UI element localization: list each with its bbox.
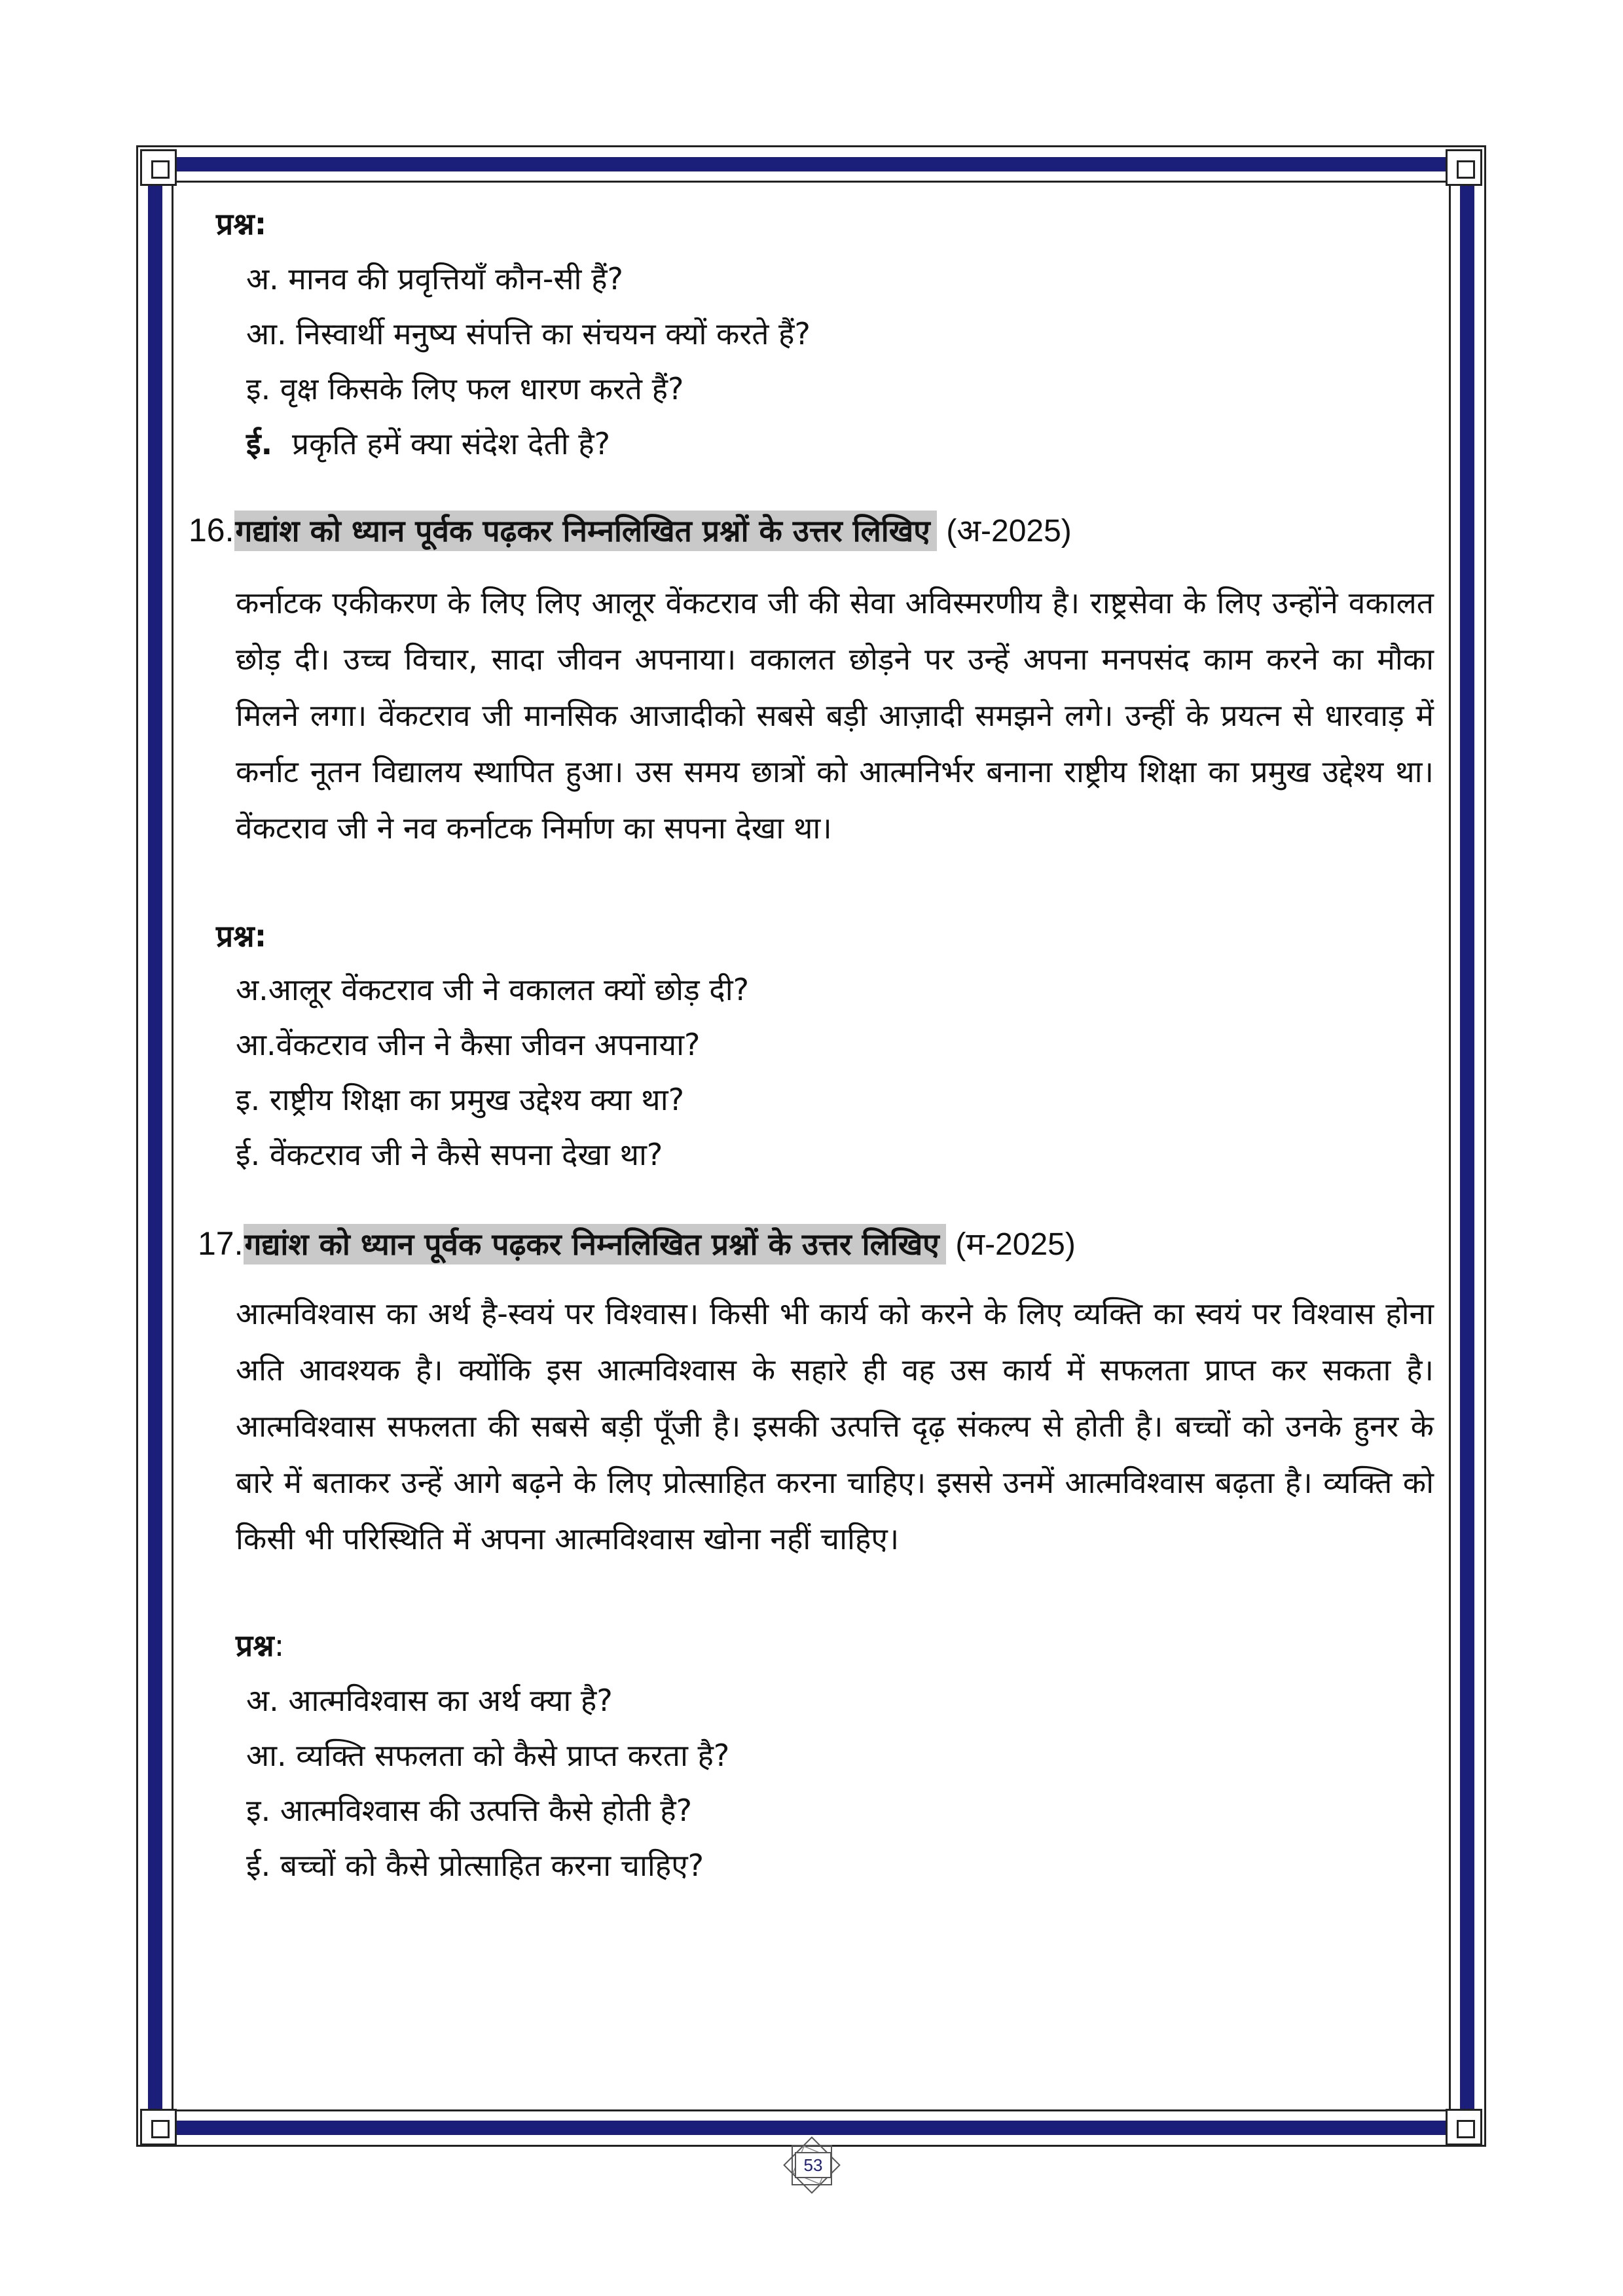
question-item: इ. वृक्ष किसके लिए फल धारण करते हैं? [246,371,684,406]
page-number: 53 [795,2152,831,2178]
question-item: इ. राष्ट्रीय शिक्षा का प्रमुख उद्देश्य क्या था? [236,1082,685,1117]
corner-ornament [1446,149,1482,186]
question-item: अ. आत्मविश्वास का अर्थ क्या है? [246,1683,613,1718]
exam-tag: (अ-2025) [946,514,1072,548]
question-item: अ.आलूर वेंकटराव जी ने वकालत क्यों छोड़ दी? [236,972,750,1007]
question-17-heading [198,1224,1076,1265]
question-16-heading [189,511,1072,551]
question-item-marker: ई. [246,426,273,461]
question-item: इ. आत्मविश्वास की उत्पत्ति कैसे होती है? [246,1793,693,1828]
heading-highlight: गद्यांश को ध्यान पूर्वक पढ़कर निम्नलिखित प्रश्नों के उत्तर लिखिए [234,511,937,551]
corner-ornament [140,149,177,186]
questions-label: प्रश्न: [216,206,267,242]
passage-16: कर्नाटक एकीकरण के लिए लिए आलूर वेंकटराव जी की सेवा अविस्मरणीय है। राष्ट्रसेवा के लिए उन्होंने वकालत छोड़ दी। उच्च विचार, सादा जीवन अपनाया। वकालत छोड़ने पर उन्हें अपना मनपसंद काम करने का मौका मिलने लगा। वेंकटराव जी मानसिक आजादीको सबसे बड़ी आज़ादी समझने लगे। उन्हीं के प्रयत्न से धारवाड़ में कर्नाट नूतन विद्यालय स्थापित हुआ। उस समय छात्रों को आत्मनिर्भर बनाना राष्ट्रीय शिक्षा का प्रमुख उद्देश्य था। वेंकटराव जी ने नव कर्नाटक निर्माण का सपना देखा था। [236,585,1434,846]
question-item: आ. निस्वार्थी मनुष्य संपत्ति का संचयन क्यों करते हैं? [246,316,811,351]
question-number: 17. [198,1225,244,1262]
questions-label: प्रश्न: [216,918,267,954]
exam-tag: (म-2025) [955,1227,1076,1262]
questions-label [236,1626,284,1665]
question-item: आ. व्यक्ति सफलता को कैसे प्राप्त करता है? [246,1738,730,1773]
question-item: अ. मानव की प्रवृत्तियाँ कौन-सी हैं? [246,261,623,296]
question-item: ई. बच्चों को कैसे प्रोत्साहित करना चाहिए? [246,1848,704,1883]
questions-label-colon: : [274,1628,285,1663]
heading-highlight: गद्यांश को ध्यान पूर्वक पढ़कर निम्नलिखित प्रश्नों के उत्तर लिखिए [244,1224,946,1265]
questions-label-text: प्रश्न [236,1628,274,1663]
question-item: प्रकृति हमें क्या संदेश देती है? [292,426,611,461]
corner-ornament [140,2109,177,2145]
question-number: 16. [189,512,234,548]
passage-17: आत्मविश्वास का अर्थ है-स्वयं पर विश्वास। किसी भी कार्य को करने के लिए व्यक्ति का स्वयं पर विश्वास होना अति आवश्यक है। क्योंकि इस आत्मविश्वास के सहारे ही वह उस कार्य में सफलता प्राप्त कर सकता है। आत्मविश्वास सफलता की सबसे बड़ी पूँजी है। इसकी उत्पत्ति दृढ़ संकल्प से होती है। बच्चों को उनके हुनर के बारे में बताकर उन्हें आगे बढ़ने के लिए प्रोत्साहित करना चाहिए। इससे उनमें आत्मविश्वास बढ़ता है। व्यक्ति को किसी भी परिस्थिति में अपना आत्मविश्वास खोना नहीं चाहिए। [236,1296,1434,1556]
corner-ornament [1446,2109,1482,2145]
question-item: ई. वेंकटराव जी ने कैसे सपना देखा था? [236,1137,663,1172]
question-item: आ.वेंकटराव जीन ने कैसा जीवन अपनाया? [236,1027,701,1062]
